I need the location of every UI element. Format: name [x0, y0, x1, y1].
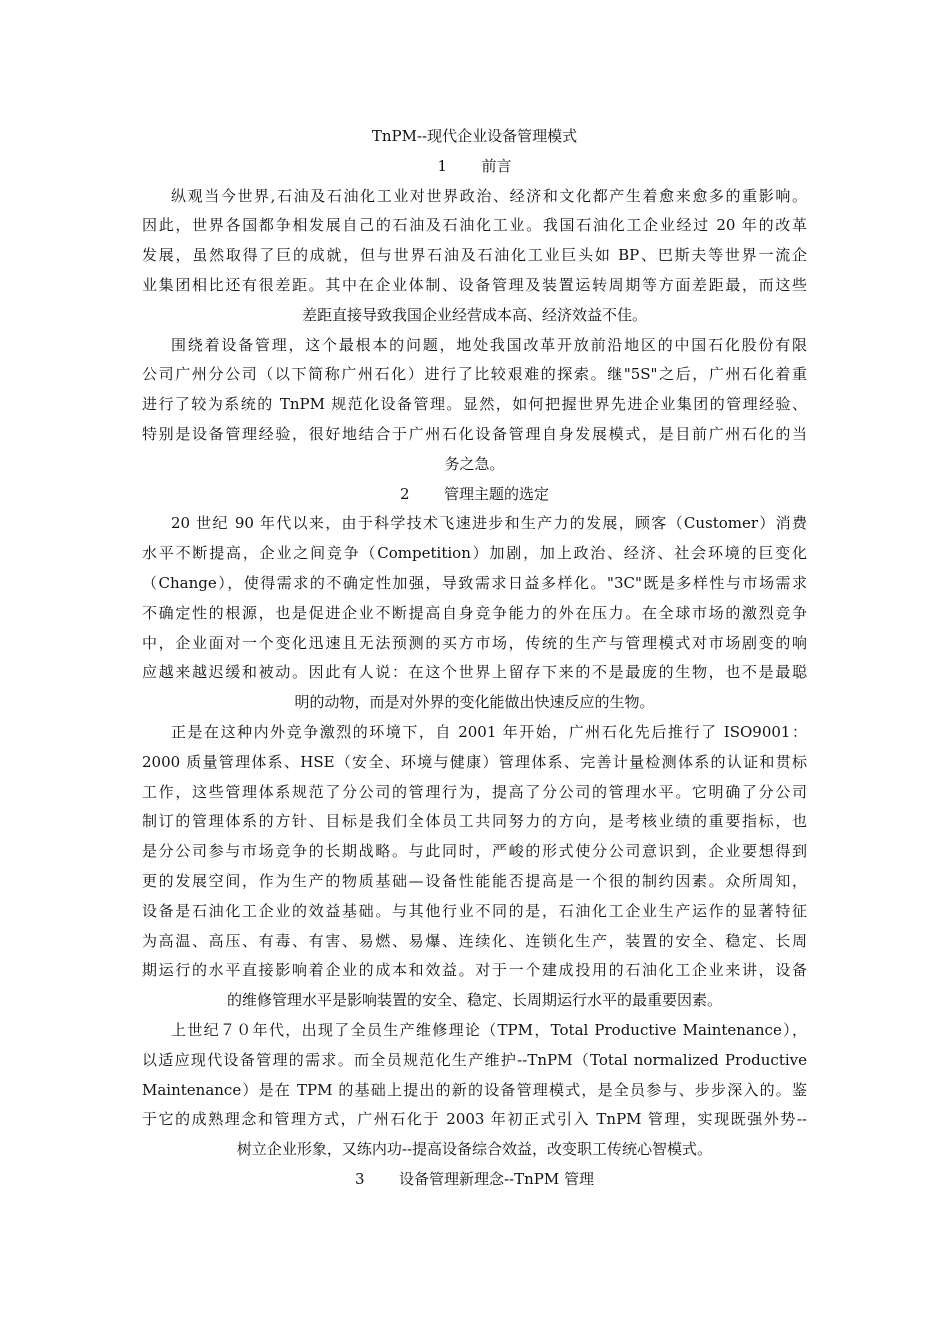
- paragraph-line: 应越来越迟缓和被动。因此有人说：在这个世界上留存下来的不是最庞的生物，也不是最聪: [142, 663, 807, 682]
- section-heading: [142, 152, 807, 182]
- section-number: 3: [354, 1169, 365, 1188]
- paragraph-line: 进行了较为系统的 TnPM 规范化设备管理。显然，如何把握世界先进企业集团的管理经验、: [142, 395, 807, 414]
- paragraph: [142, 182, 807, 331]
- paragraph-line: 公司广州分公司（以下简称广州石化）进行了比较艰难的探索。继"5S"之后，广州石化着重: [142, 365, 807, 384]
- paragraph-line: 上世纪７０年代，出现了全员生产维修理论（TPM，Total Productive Maintenance），: [171, 1020, 807, 1039]
- paragraph-line: 制订的管理体系的方针、目标是我们全体员工共同努力的方向，是考核业绩的重要指标，也: [142, 812, 807, 831]
- paragraph-line: 明的动物，而是对外界的变化能做出快速反应的生物。: [294, 693, 655, 712]
- paragraph: [142, 1016, 807, 1165]
- paragraph-line: 特别是设备管理经验，很好地结合于广州石化设备管理自身发展模式，是目前广州石化的当: [142, 424, 807, 443]
- paragraph-line: 业集团相比还有很差距。其中在企业体制、设备管理及装置运转周期等方面差距最，而这些: [142, 275, 807, 294]
- paragraph-line: 因此，世界各国都争相发展自己的石油及石油化工业。我国石油化工企业经过 20 年的改革: [142, 216, 807, 235]
- paragraph: [142, 331, 807, 480]
- paragraph-line: 发展，虽然取得了巨的成就，但与世界石油及石油化工业巨头如 BP、巴斯夫等世界一流企: [142, 246, 807, 265]
- paragraph-line: 是分公司参与市场竞争的长期战略。与此同时，严峻的形式使分公司意识到，企业要想得到: [142, 842, 807, 861]
- paragraph-line: Maintenance）是在 TPM 的基础上提出的新的设备管理模式，是全员参与、步步深入的。鉴: [142, 1080, 807, 1099]
- paragraph-line: 正是在这种内外竞争激烈的环境下，自 2001 年开始，广州石化先后推行了 ISO9001：: [171, 722, 807, 741]
- paragraph-line: 更的发展空间，作为生产的物质基础—设备性能能否提高是一个很的制约因素。众所周知，: [142, 871, 807, 890]
- paragraph: [142, 718, 807, 1016]
- paragraph-line: 20 世纪 90 年代以来，由于科学技术飞速进步和生产力的发展，顾客（Customer）消费: [171, 514, 807, 533]
- paragraph-line: （Change），使得需求的不确定性加强，导致需求日益多样化。"3C"既是多样性与市场需求: [142, 573, 807, 592]
- paragraph-line: 设备是石油化工企业的效益基础。与其他行业不同的是，石油化工企业生产运作的显著特征: [142, 901, 807, 920]
- paragraph-line: 水平不断提高，企业之间竞争（Competition）加剧，加上政治、经济、社会环境的巨变化: [142, 544, 807, 563]
- paragraph: [142, 509, 807, 718]
- paragraph-line: 为高温、高压、有毒、有害、易燃、易爆、连续化、连锁化生产，装置的安全、稳定、长周: [142, 931, 807, 950]
- paragraph-line: 工作，这些管理体系规范了分公司的管理行为，提高了分公司的管理水平。它明确了分公司: [142, 782, 807, 801]
- paragraph-line: 差距直接导致我国企业经营成本高、经济效益不佳。: [301, 305, 647, 324]
- section-heading-text: 前言: [481, 156, 512, 175]
- section-number: 1: [437, 156, 448, 175]
- section-heading-text: 管理主题的选定: [443, 484, 549, 503]
- paragraph-line: 以适应现代设备管理的需求。而全员规范化生产维护--TnPM（Total normalized Productive: [142, 1050, 807, 1069]
- paragraph-line: 树立企业形象，又练内功--提高设备综合效益，改变职工传统心智模式。: [236, 1140, 713, 1159]
- paragraph-line: 围绕着设备管理，这个最根本的问题，地处我国改革开放前沿地区的中国石化股份有限: [171, 335, 807, 354]
- paragraph-line: 中，企业面对一个变化迅速且无法预测的买方市场，传统的生产与管理模式对市场剧变的响: [142, 633, 807, 652]
- paragraph-line: 务之急。: [444, 454, 505, 473]
- paragraph-line: 的维修管理水平是影响装置的安全、稳定、长周期运行水平的最重要因素。: [226, 991, 722, 1010]
- document-body: [142, 122, 807, 1195]
- paragraph-line: 不确定性的根源，也是促进企业不断提高自身竞争能力的外在压力。在全球市场的激烈竞争: [142, 603, 807, 622]
- section-heading: [142, 1165, 807, 1195]
- section-heading-text: 设备管理新理念--TnPM 管理: [398, 1169, 595, 1188]
- paragraph-line: 于它的成熟理念和管理方式，广州石化于 2003 年初正式引入 TnPM 管理，实现既强外势--: [142, 1110, 807, 1129]
- section-heading: [142, 480, 807, 510]
- section-number: 2: [399, 484, 410, 503]
- paragraph-line: 期运行的水平直接影响着企业的成本和效益。对于一个建成投用的石油化工企业来讲，设备: [142, 961, 807, 980]
- document-title: TnPM--现代企业设备管理模式: [371, 127, 578, 145]
- paragraph-line: 纵观当今世界,石油及石油化工业对世界政治、经济和文化都产生着愈来愈多的重影响。: [171, 186, 807, 205]
- paragraph-line: 2000 质量管理体系、HSE（安全、环境与健康）管理体系、完善计量检测体系的认证和贯标: [142, 752, 807, 771]
